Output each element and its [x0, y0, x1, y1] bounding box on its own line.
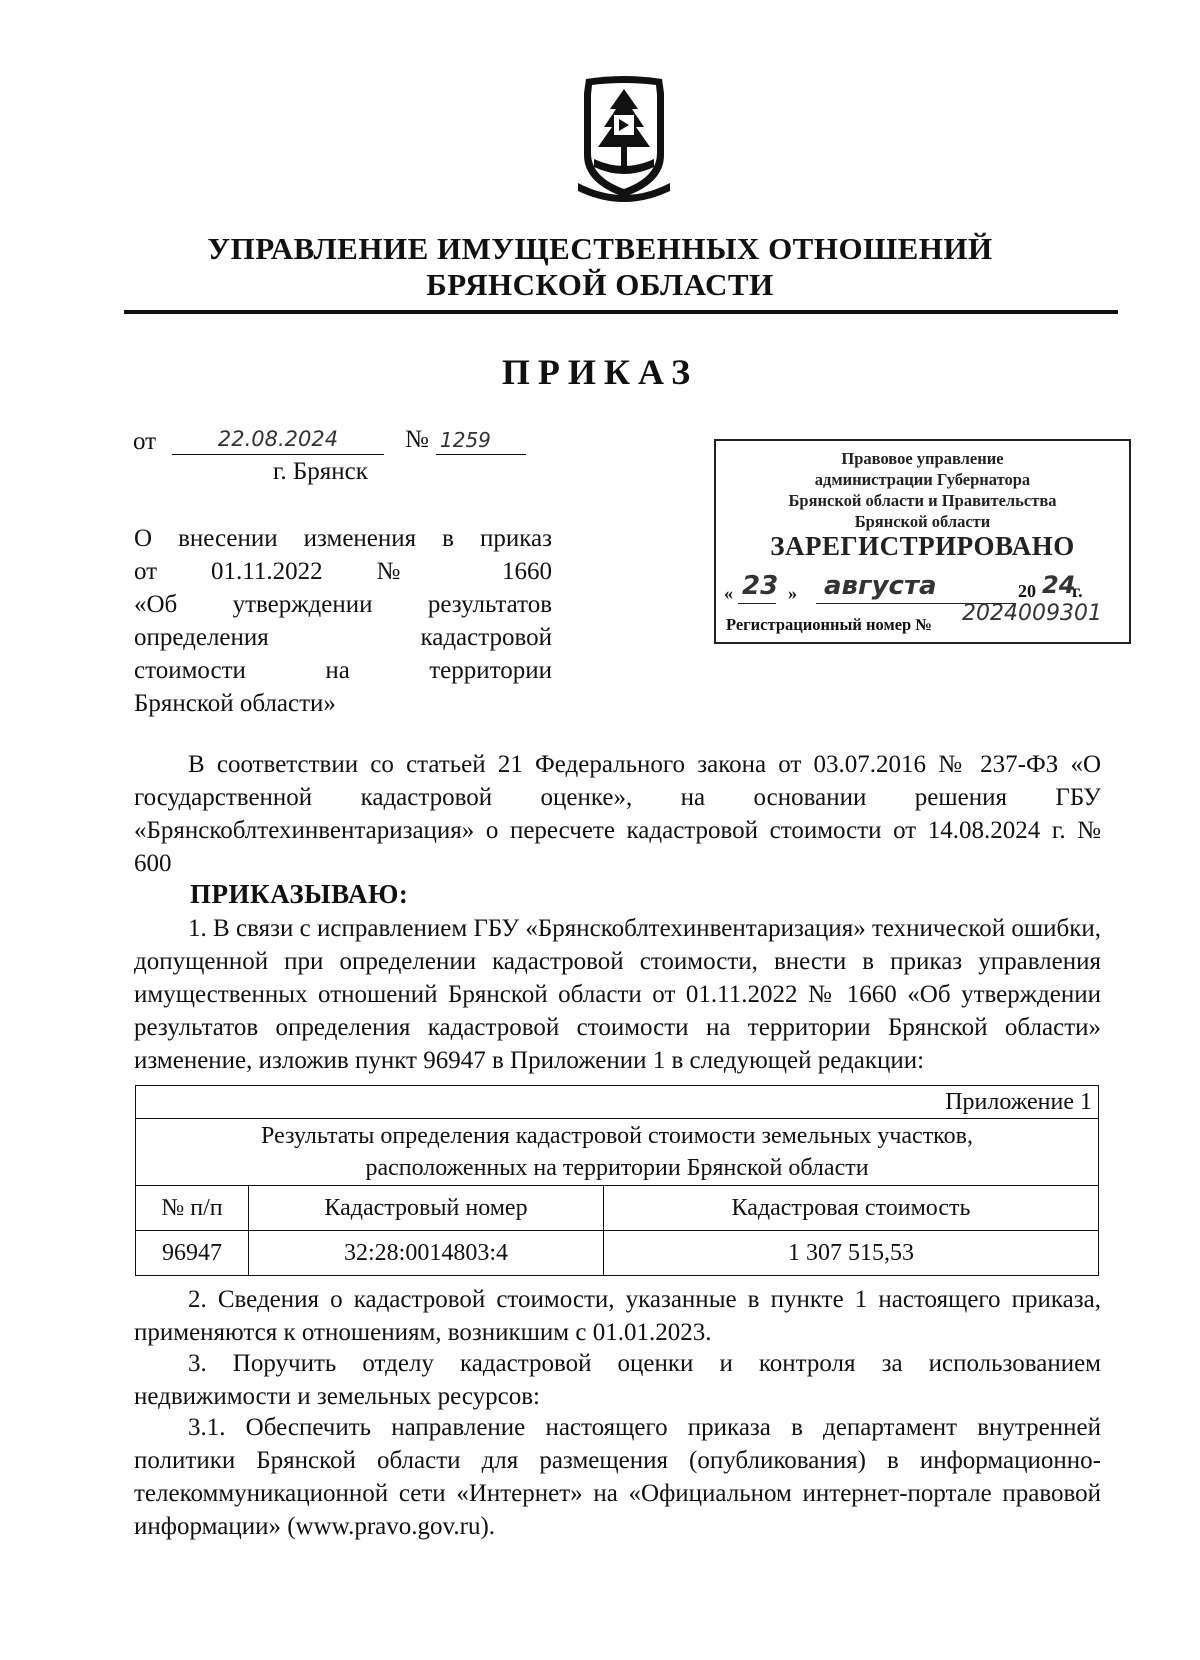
stamp-year-prefix: 20: [1018, 581, 1036, 601]
order-subject: [134, 522, 552, 720]
stamp-line: администрации Губернатора: [814, 470, 1031, 489]
paragraph-1: 1. В связи с исправлением ГБУ «Брянскоблтехинвентаризация» технической ошибки, допущенной при определении кадастровой стоимости, внести в приказ управления имущественных отношений Брянской области от 01.11.2022 № 1660 «Об утверждении результатов определения кадастровой стоимости на территории Брянской области» изменение, изложив пункт 96947 в Приложении 1 в следующей редакции:: [134, 915, 1101, 1074]
table-title: [136, 1119, 1099, 1186]
column-header-cadastral-value: Кадастровая стоимость: [604, 1186, 1099, 1231]
stamp-line: Брянской области и Правительства: [788, 491, 1057, 510]
intro-paragraph: В соответствии со статьей 21 Федерального закона от 03.07.2016 № 237-ФЗ «О государственной кадастровой оценке», на основании решения ГБУ «Брянскоблтехинвентаризация» о пересчете кадастровой стоимости от 14.08.2024 г. № 600: [134, 751, 1101, 877]
paragraph-3: 3. Поручить отделу кадастровой оценки и контроля за использованием недвижимости и земельных ресурсов:: [134, 1350, 1101, 1410]
day-underline: [738, 603, 776, 604]
handwritten-order-date: 22.08.2024: [217, 427, 339, 451]
table-title-line: расположенных на территории Брянской области: [365, 1155, 869, 1181]
cell-number: 96947: [136, 1231, 249, 1276]
date-underline: [172, 454, 384, 455]
table-row: [136, 1231, 1099, 1276]
column-header-cadastral-number: Кадастровый номер: [249, 1186, 604, 1231]
cell-cadastral-value: 1 307 515,53: [604, 1231, 1099, 1276]
stamp-day: 23: [742, 571, 779, 601]
organization-name: УПРАВЛЕНИЕ ИМУЩЕСТВЕННЫХ ОТНОШЕНИЙ: [207, 231, 993, 266]
open-quote: «: [724, 583, 733, 603]
city-label: г. Брянск: [273, 458, 368, 485]
subject-line: О внесении изменения в приказ: [134, 525, 552, 552]
paragraph-3-1: 3.1. Обеспечить направление настоящего приказа в департамент внутренней политики Брянской области для размещения (опубликования) в информационно-телекоммуникационной сети «Интернет» на «Официальном интернет-портале правовой информации» (www.pravo.gov.ru).: [134, 1414, 1101, 1540]
subject-line: от 01.11.2022 № 1660: [134, 558, 552, 585]
close-quote: »: [788, 583, 797, 603]
appendix-table: [135, 1085, 1099, 1276]
stamp-reg-label: Регистрационный номер №: [726, 615, 932, 634]
subject-line: Брянской области»: [134, 690, 336, 717]
column-header-number: № п/п: [136, 1186, 249, 1231]
subject-line: «Об утверждении результатов: [134, 591, 552, 618]
document-title: ПРИКАЗ: [501, 352, 699, 392]
cell-cadastral-number: 32:28:0014803:4: [249, 1231, 604, 1276]
date-from-label: от: [133, 428, 157, 455]
stamp-year-end: г.: [1072, 581, 1083, 601]
subject-line: стоимости на территории: [134, 657, 552, 684]
header-divider: [124, 310, 1118, 314]
handwritten-order-number: 1259: [440, 428, 491, 452]
number-label: №: [405, 426, 429, 453]
organization-region: БРЯНСКОЙ ОБЛАСТИ: [426, 267, 774, 302]
paragraph-2: 2. Сведения о кадастровой стоимости, указанные в пункте 1 настоящего приказа, применяются к отношениям, возникшим с 01.01.2023.: [134, 1286, 1101, 1346]
table-title-line: Результаты определения кадастровой стоимости земельных участков,: [261, 1123, 973, 1149]
subject-line: определения кадастровой: [134, 624, 552, 651]
coat-of-arms-icon: [572, 75, 676, 203]
orders-heading: ПРИКАЗЫВАЮ:: [190, 879, 409, 909]
stamp-line: Брянской области: [854, 512, 991, 531]
stamp-month: августа: [824, 571, 937, 601]
appendix-label: Приложение 1: [136, 1086, 1099, 1119]
stamp-year-suffix: 24: [1042, 571, 1076, 599]
number-underline: [436, 454, 526, 455]
registration-stamp: [714, 439, 1131, 644]
stamp-registered: ЗАРЕГИСТРИРОВАНО: [770, 531, 1075, 561]
stamp-line: Правовое управление: [841, 449, 1004, 468]
stamp-reg-number: 2024009301: [962, 601, 1102, 626]
